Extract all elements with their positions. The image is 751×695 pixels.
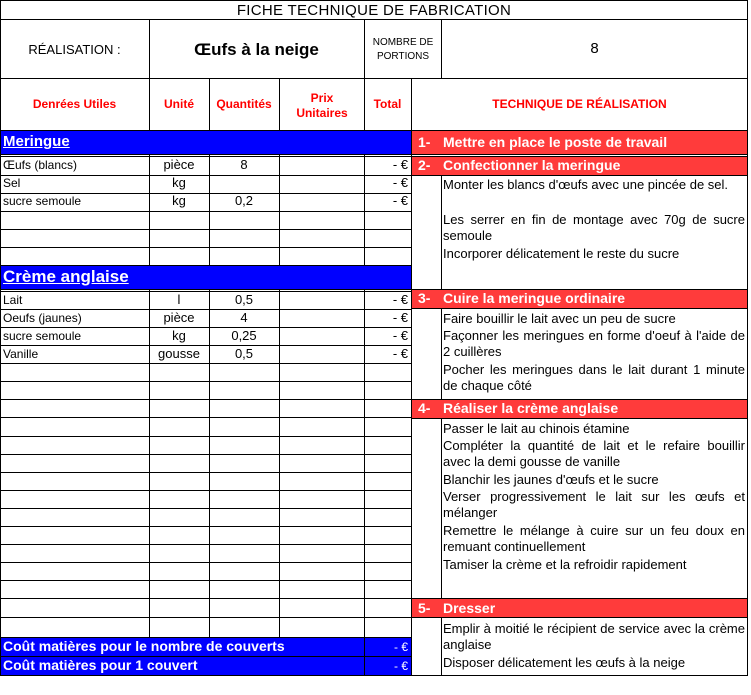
recipe-name: Œufs à la neige xyxy=(194,40,319,59)
cell-denree: Sel xyxy=(3,176,21,190)
grid-line xyxy=(0,617,411,618)
step4-line6: Tamiser la crème et la refroidir rapidement xyxy=(443,557,687,572)
step-num-4: 4- xyxy=(418,400,431,416)
step-title-2: Confectionner la meringue xyxy=(443,157,621,173)
grid-line xyxy=(411,308,748,309)
cell-unite: pièce xyxy=(163,310,195,325)
grid-line xyxy=(441,617,442,675)
grid-line xyxy=(0,436,411,437)
cell-denree: Vanille xyxy=(3,347,39,361)
step-title-1: Mettre en place le poste de travail xyxy=(443,134,668,150)
grid-line xyxy=(0,265,411,266)
grid-line xyxy=(0,490,411,491)
portions-value: 8 xyxy=(590,41,599,57)
step3-line1: Faire bouillir le lait avec un peu de sucre xyxy=(443,311,676,326)
cell-quantite: 0,5 xyxy=(234,346,254,361)
grid-line xyxy=(0,417,411,418)
step3-line2: Façonner les meringues en forme d'oeuf à l'aide de 2 cuillères xyxy=(443,328,745,359)
cell-quantite: 0,25 xyxy=(231,328,257,343)
cell-unite: kg xyxy=(172,193,186,208)
grid-line xyxy=(411,598,748,599)
step-num-2: 2- xyxy=(418,157,431,173)
cost-unit-label: Coût matières pour 1 couvert xyxy=(3,657,198,673)
cell-total: - € xyxy=(392,310,408,325)
cell-unite: gousse xyxy=(158,346,200,361)
cell-total: - € xyxy=(392,292,408,307)
cell-denree: sucre semoule xyxy=(3,194,82,208)
cell-total: - € xyxy=(392,346,408,361)
grid-line xyxy=(0,0,748,1)
grid-line xyxy=(411,175,748,176)
cell-denree: Lait xyxy=(3,293,23,307)
cell-total: - € xyxy=(392,157,408,172)
section-title-creme: Crème anglaise xyxy=(3,267,129,286)
page-title: FICHE TECHNIQUE DE FABRICATION xyxy=(236,3,512,19)
grid-line xyxy=(441,418,442,598)
grid-line xyxy=(0,211,411,212)
step-num-3: 3- xyxy=(418,290,431,306)
realisation-label: RÉALISATION : xyxy=(28,42,121,57)
cell-total: - € xyxy=(392,328,408,343)
grid-line xyxy=(0,508,411,509)
cell-unite: kg xyxy=(172,175,186,190)
grid-line xyxy=(0,154,411,155)
cell-unite: kg xyxy=(172,328,186,343)
grid-line xyxy=(0,19,748,20)
grid-line xyxy=(411,418,748,419)
cost-total-value: - € xyxy=(393,640,408,654)
cost-unit-value: - € xyxy=(393,659,408,673)
cost-total-label: Coût matières pour le nombre de couverts xyxy=(3,638,285,654)
cell-total: - € xyxy=(392,175,408,190)
grid-line xyxy=(411,78,412,675)
grid-line xyxy=(0,562,411,563)
grid-line xyxy=(0,399,411,400)
grid-line xyxy=(0,363,411,364)
step4-line4: Verser progressivement le lait sur les œufs et mélanger xyxy=(443,489,745,520)
grid-line xyxy=(0,454,411,455)
grid-line xyxy=(0,130,748,131)
cell-denree: Oeufs (jaunes) xyxy=(3,311,82,325)
step4-line3: Blanchir les jaunes d'œufs et le sucre xyxy=(443,472,659,487)
cell-unite: l xyxy=(177,292,181,307)
step5-line2: Disposer délicatement les œufs à la neige xyxy=(443,655,686,670)
grid-line xyxy=(441,308,442,399)
cell-denree: Œufs (blancs) xyxy=(3,158,78,172)
grid-line xyxy=(279,78,280,130)
grid-line xyxy=(0,526,411,527)
cell-unite: pièce xyxy=(163,157,195,172)
grid-line xyxy=(0,78,748,79)
cell-quantite: 0,2 xyxy=(234,193,254,208)
cell-quantite: 0,5 xyxy=(234,292,254,307)
step4-line2: Compléter la quantité de lait et le refaire bouillir avec la demi gousse de vanille xyxy=(443,438,745,469)
grid-line xyxy=(0,544,411,545)
step2-line2: Les serrer en fin de montage avec 70g de sucre semoule xyxy=(443,212,745,243)
step5-line1: Emplir à moitié le récipient de service avec la crème anglaise xyxy=(443,621,745,652)
cell-quantite: 4 xyxy=(240,310,248,325)
step-num-5: 5- xyxy=(418,600,431,616)
grid-line xyxy=(0,472,411,473)
step-title-3: Cuire la meringue ordinaire xyxy=(443,290,626,306)
grid-line xyxy=(411,154,748,155)
cell-total: - € xyxy=(392,193,408,208)
grid-line xyxy=(0,289,411,290)
cell-quantite: 8 xyxy=(240,157,248,172)
step3-line3: Pocher les meringues dans le lait durant 1 minute de chaque côté xyxy=(443,362,745,393)
grid-line xyxy=(0,381,411,382)
grid-line xyxy=(0,247,411,248)
step2-line1: Monter les blancs d'œufs avec une pincée de sel. xyxy=(443,177,729,192)
step2-line3: Incorporer délicatement le reste du sucre xyxy=(443,246,680,261)
col-total: Total xyxy=(373,97,402,111)
step-num-1: 1- xyxy=(418,134,431,150)
step4-line5: Remettre le mélange à cuire sur un feu doux en remuant continuellement xyxy=(443,523,745,554)
portions-label: NOMBRE DE PORTIONS xyxy=(372,37,434,62)
grid-line xyxy=(0,580,411,581)
grid-line xyxy=(364,19,365,78)
col-denrees: Denrées Utiles xyxy=(32,97,117,111)
grid-line xyxy=(0,675,748,676)
step4-line1: Passer le lait au chinois étamine xyxy=(443,421,630,436)
grid-line xyxy=(279,154,280,265)
grid-line xyxy=(0,598,411,599)
step-title-5: Dresser xyxy=(443,600,496,616)
col-technique: TECHNIQUE DE RÉALISATION xyxy=(492,97,667,111)
grid-line xyxy=(411,617,748,618)
col-prix: Prix Unitaires xyxy=(296,91,348,120)
cell-denree: sucre semoule xyxy=(3,329,82,343)
step-title-4: Réaliser la crème anglaise xyxy=(443,400,619,416)
grid-line xyxy=(0,229,411,230)
section-title-meringue: Meringue xyxy=(3,133,70,150)
grid-line xyxy=(441,175,442,289)
grid-line xyxy=(279,289,280,637)
col-quantites: Quantités xyxy=(216,97,272,111)
col-unite: Unité xyxy=(164,97,194,111)
